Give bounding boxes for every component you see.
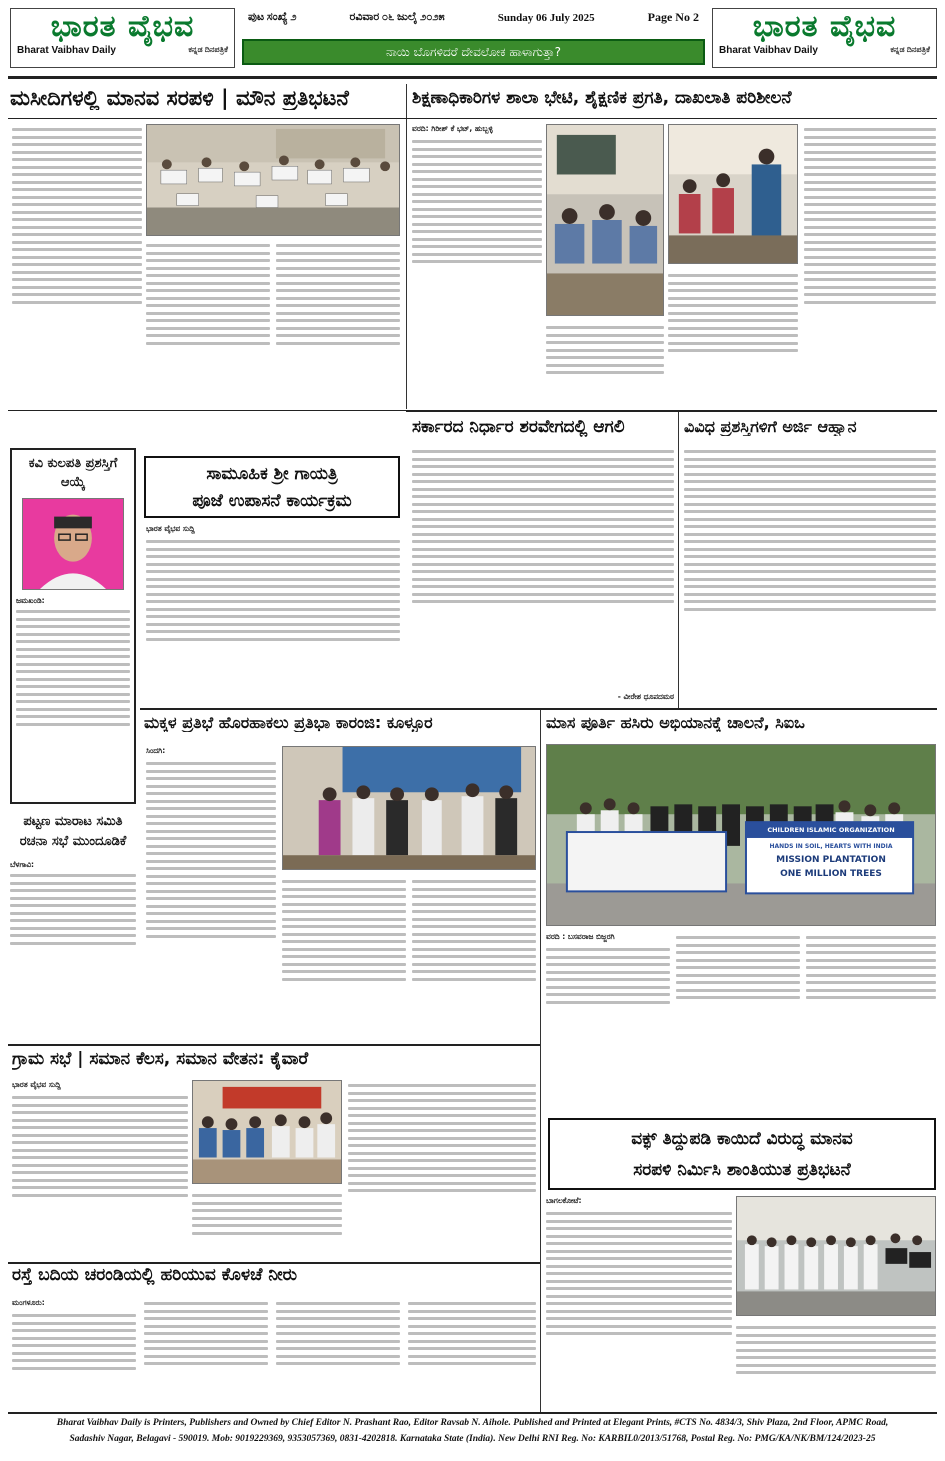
headline-poet-award: ಕವಿ ಕುಲಪತಿ ಪ್ರಶಸ್ತಿಗೆ ಆಯ್ಕೆ — [28, 456, 118, 490]
headline-school-visit: ಶಿಕ್ಷಣಾಧಿಕಾರಿಗಳ ಶಾಲಾ ಭೇಟಿ, ಶೈಕ್ಷಣಿಕ ಪ್ರಗತಿ, ದಾಖಲಾತಿ ಪರಿಶೀಲನೆ — [412, 88, 792, 108]
dateline-waqf: ಬಾಗಲಕೋಟೆ: — [546, 1196, 582, 1205]
page-number: Page No 2 — [647, 10, 699, 24]
tagline-banner: ನಾಯಿ ಬೊಗಳಿದರೆ ದೇವಲೋಕ ಹಾಳಾಗುತ್ತಾ? — [242, 39, 705, 65]
box-poet-award — [10, 448, 136, 804]
byline-gram-sabha: ಭಾರತ ವೈಭವ ಸುದ್ದಿ — [12, 1080, 61, 1089]
masthead-rule — [8, 76, 937, 79]
article-text-school-2 — [546, 322, 664, 406]
article-text-talent-1 — [146, 758, 276, 1040]
masthead-english-right: Bharat Vaibhav Daily — [719, 45, 818, 56]
article-text-talent-3 — [412, 876, 536, 1040]
article-text-gram-sabha-1 — [12, 1092, 188, 1258]
photo-school-classroom-2 — [668, 124, 798, 264]
masthead-kannada-sub-right: ಕನ್ನಡ ದಿನಪತ್ರಿಕೆ — [890, 45, 930, 54]
photo-waqf-protest — [736, 1196, 936, 1316]
masthead-english-left: Bharat Vaibhav Daily — [17, 45, 116, 56]
row-rule-1 — [8, 118, 937, 119]
photo-mosque-protest — [146, 124, 400, 236]
dateline-talent-fountain: ಸಿಂದಗಿ: — [146, 746, 166, 755]
photo-poet — [22, 498, 124, 590]
photo-green-campaign — [546, 744, 936, 926]
banner-line1-text: HANDS IN SOIL, HEARTS WITH INDIA — [769, 843, 893, 850]
kannada-date: ರವಿವಾರ ೦೬ ಜುಲೈ ೨೦೨೫ — [349, 11, 445, 23]
issue-bar — [242, 8, 705, 27]
article-text-mosque-1 — [12, 124, 142, 404]
dateline-poet-award: ಜಮಖಂಡಿ: — [16, 596, 45, 605]
article-text-drain-4 — [408, 1298, 536, 1406]
masthead-right — [712, 8, 937, 68]
article-text-market-committee — [10, 870, 136, 990]
byline-school-visit: ವರದಿ: ಗಿರೀಶ್ ಕೆ ಭಟ್, ಹುಬ್ಬಳ್ಳಿ — [412, 124, 493, 133]
masthead-center — [242, 8, 705, 68]
imprint-line-2: Sadashiv Nagar, Belagavi - 590019. Mob: 9019229369, 9353057369, 0831-4202818. Karnataka State (India). New Delhi RNI Reg. No: KARBIL0/2013/51768, Postal Reg. No: PMG/KA/NK/BM/124/2023-25 — [69, 1434, 876, 1444]
article-text-talent-2 — [282, 876, 406, 1040]
column-divider — [406, 84, 407, 409]
photo-gram-sabha — [192, 1080, 342, 1184]
article-text-drain-3 — [276, 1298, 400, 1406]
byline-green-campaign: ವರದಿ : ಬಸವರಾಜ ಬಿಜ್ಜರಗಿ — [546, 932, 615, 941]
masthead-kannada-sub-left: ಕನ್ನಡ ದಿನಪತ್ರಿಕೆ — [188, 45, 228, 54]
english-date: Sunday 06 July 2025 — [497, 11, 595, 24]
masthead-left — [10, 8, 235, 68]
headline-govt-decision: ಸರ್ಕಾರದ ನಿರ್ಧಾರ ಶರವೇಗದಲ್ಲಿ ಆಗಲಿ — [412, 418, 625, 437]
headline-talent-fountain: ಮಕ್ಕಳ ಪ್ರತಿಭೆ ಹೊರಹಾಕಲು ಪ್ರತಿಭಾ ಕಾರಂಜಿ: ಕೂಳ್ಳೂರ — [144, 714, 433, 732]
banner-line3-text: ONE MILLION TREES — [780, 869, 882, 879]
headline-waqf-1: ವಕ್ಫ್ ತಿದ್ದುಪಡಿ ಕಾಯಿದೆ ವಿರುದ್ಧ ಮಾನವ — [631, 1129, 853, 1149]
headline-gram-sabha: ಗ್ರಾಮ ಸಭೆ | ಸಮಾನ ಕೆಲಸ, ಸಮಾನ ವೇತನ: ಕೈವಾರೆ — [12, 1050, 309, 1069]
article-text-gram-sabha-2 — [192, 1190, 342, 1258]
box-waqf-headline — [548, 1118, 936, 1190]
article-text-school-4 — [804, 124, 936, 406]
article-text-award-applications — [684, 446, 936, 706]
article-text-waqf-2 — [736, 1322, 936, 1404]
masthead-sub-right — [713, 45, 936, 56]
byline-gayatri-puja: ಭಾರತ ವೈಭವ ಸುದ್ದಿ — [146, 524, 195, 533]
banner-org-text: CHILDREN ISLAMIC ORGANIZATION — [767, 826, 895, 834]
headline-gayatri-puja-2: ಪೂಜೆ ಉಪಾಸನೆ ಕಾರ್ಯಕ್ರಮ — [192, 491, 352, 511]
row-rule-2b — [406, 410, 937, 412]
article-text-drain-1 — [12, 1310, 136, 1406]
column-divider-2 — [678, 412, 679, 708]
box-market-committee — [10, 812, 136, 1032]
imprint-line-1: Bharat Vaibhav Daily is Printers, Publishers and Owned by Chief Editor N. Prashant Rao, Editor Ravsab N. Aihole. Published and Printed at Elegant Prints, #CTS No. 4834/3, Shiv Plaza, 2nd Floor, APMC Road, — [56, 1418, 889, 1428]
article-text-green-2 — [676, 932, 800, 1040]
masthead-title-right: ಭಾರತ ವೈಭವ — [752, 9, 897, 44]
article-text-school-1 — [412, 136, 542, 336]
article-text-gayatri-puja — [146, 536, 400, 704]
headline-green-campaign: ಮಾಸ ಪೂರ್ತಿ ಹಸಿರು ಅಭಿಯಾನಕ್ಕೆ ಚಾಲನೆ, ಸಿಐಒ — [546, 714, 805, 732]
credit-govt-decision: - ವೀರೇಶ ಧೂಪದಮಠ — [617, 692, 674, 701]
article-text-mosque-3 — [276, 240, 400, 404]
article-text-school-3 — [668, 270, 798, 406]
dateline-market-committee: ಬೆಳಗಾವಿ: — [10, 860, 35, 869]
column-divider-3 — [540, 710, 541, 1044]
dateline-drain-water: ಮಂಗಳೂರು: — [12, 1298, 45, 1307]
photo-talent-event — [282, 746, 536, 870]
footer-rule — [8, 1412, 937, 1414]
article-text-mosque-2 — [146, 240, 270, 404]
headline-waqf-2: ಸರಪಳಿ ನಿರ್ಮಿಸಿ ಶಾಂತಿಯುತ ಪ್ರತಿಭಟನೆ — [633, 1160, 851, 1180]
masthead-title-left: ಭಾರತ ವೈಭವ — [50, 9, 195, 44]
box-gayatri-puja-headline — [144, 456, 400, 518]
article-text-drain-2 — [144, 1298, 268, 1406]
headline-gayatri-puja-1: ಸಾಮೂಹಿಕ ಶ್ರೀ ಗಾಯತ್ರಿ — [206, 464, 338, 484]
issue-number: ಪುಟ ಸಂಖ್ಯೆ ೨ — [248, 11, 297, 23]
banner-line2-text: MISSION PLANTATION — [776, 855, 886, 865]
column-divider-4 — [540, 1044, 541, 1412]
row-rule-2 — [8, 410, 406, 411]
headline-market-committee: ಪಟ್ಟಣ ಮಾರಾಟ ಸಮಿತಿ ರಚನಾ ಸಭೆ ಮುಂದೂಡಿಕೆ — [19, 814, 127, 849]
headline-mosque-protest: ಮಸೀದಿಗಳಲ್ಲಿ ಮಾನವ ಸರಪಳಿ | ಮೌನ ಪ್ರತಿಭಟನೆ — [10, 86, 349, 110]
article-text-green-1 — [546, 944, 670, 1040]
photo-school-classroom-1 — [546, 124, 664, 316]
article-text-green-3 — [806, 932, 936, 1040]
headline-drain-water: ರಸ್ತೆ ಬದಿಯ ಚರಂಡಿಯಲ್ಲಿ ಹರಿಯುವ ಕೊಳಚೆ ನೀರು — [12, 1266, 298, 1285]
row-rule-3 — [140, 708, 937, 710]
article-text-waqf-1 — [546, 1208, 732, 1404]
article-text-poet-award — [16, 606, 130, 796]
headline-award-applications: ವಿವಿಧ ಪ್ರಶಸ್ತಿಗಳಿಗೆ ಅರ್ಜಿ ಆಹ್ವಾನ — [684, 418, 857, 436]
article-text-govt-decision — [412, 446, 674, 696]
row-rule-4 — [8, 1044, 540, 1046]
row-rule-5 — [8, 1262, 540, 1264]
article-text-gram-sabha-3 — [348, 1080, 536, 1258]
masthead-sub-left — [11, 45, 234, 56]
